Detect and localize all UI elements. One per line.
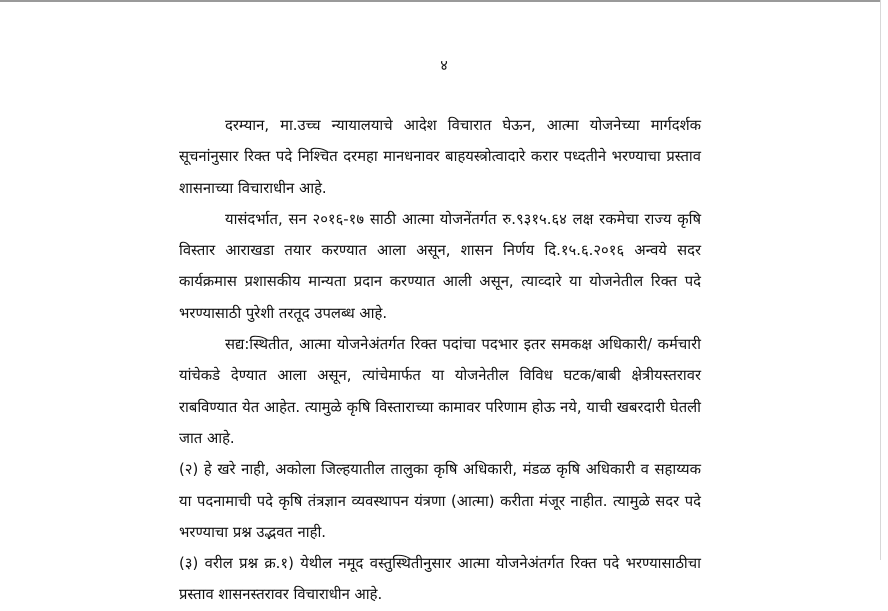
page-number: ४ — [440, 58, 448, 74]
page-top-border — [0, 0, 881, 2]
paragraph-current-status: सद्य:स्थितीत, आत्मा योजनेअंतर्गत रिक्त पदांचा पदभार इतर समकक्ष अधिकारी/ कर्मचारी यांचेकडे देण्यात आला असून, त्यांचेमार्फत या योजनेतील विविध घटक/बाबी क्षेत्रीयस्तरावर राबविण्यात येत आहेत. त्यामुळे कृषि विस्ताराच्या कामावर परिणाम होऊ नये, याची खबरदारी घेतली जात आहे. — [179, 336, 701, 447]
paragraph-extension-plan: यासंदर्भात, सन २०१६-१७ साठी आत्मा योजनेंतर्गत रु.९३१५.६४ लक्ष रकमेचा राज्य कृषि विस्तार आराखडा तयार करण्यात आला असून, शासन निर्णय दि.१५.६.२०१६ अन्वये सदर कार्यक्रमास प्रशासकीय मान्यता प्रदान करण्यात आली असून, त्याव्दारे या योजनेतील रिक्त पदे भरण्यासाठी पुरेशी तरतूद उपलब्ध आहे. — [179, 210, 701, 322]
document-body — [179, 110, 701, 611]
paragraph-answer-3: (३) वरील प्रश्न क्र.१) येथील नमूद वस्तुस्थितीनुसार आत्मा योजनेअंतर्गत रिक्त पदे भरण्यासाठीचा प्रस्ताव शासनस्तरावर विचाराधीन आहे. — [179, 555, 701, 604]
paragraph-answer-2: (२) हे खरे नाही, अकोला जिल्हयातील तालुका कृषि अधिकारी, मंडळ कृषि अधिकारी व सहाय्यक या पदनामाची पदे कृषि तंत्रज्ञान व्यवस्थापन यंत्रणा (आत्मा) करीता मंजूर नाहीत. त्यामुळे सदर पदे भरण्याचा प्रश्न उद्भवत नाही. — [179, 461, 701, 541]
paragraph-court-order: दरम्यान, मा.उच्च न्यायालयाचे आदेश विचारात घेऊन, आत्मा योजनेच्या मार्गदर्शक सूचनांनुसार रिक्त पदे निश्चित दरमहा मानधनावर बाहयस्त्रोत्वादारे करार पध्दतीने भरण्याचा प्रस्ताव शासनाच्या विचाराधीन आहे. — [179, 117, 701, 197]
page-right-border — [880, 0, 881, 560]
